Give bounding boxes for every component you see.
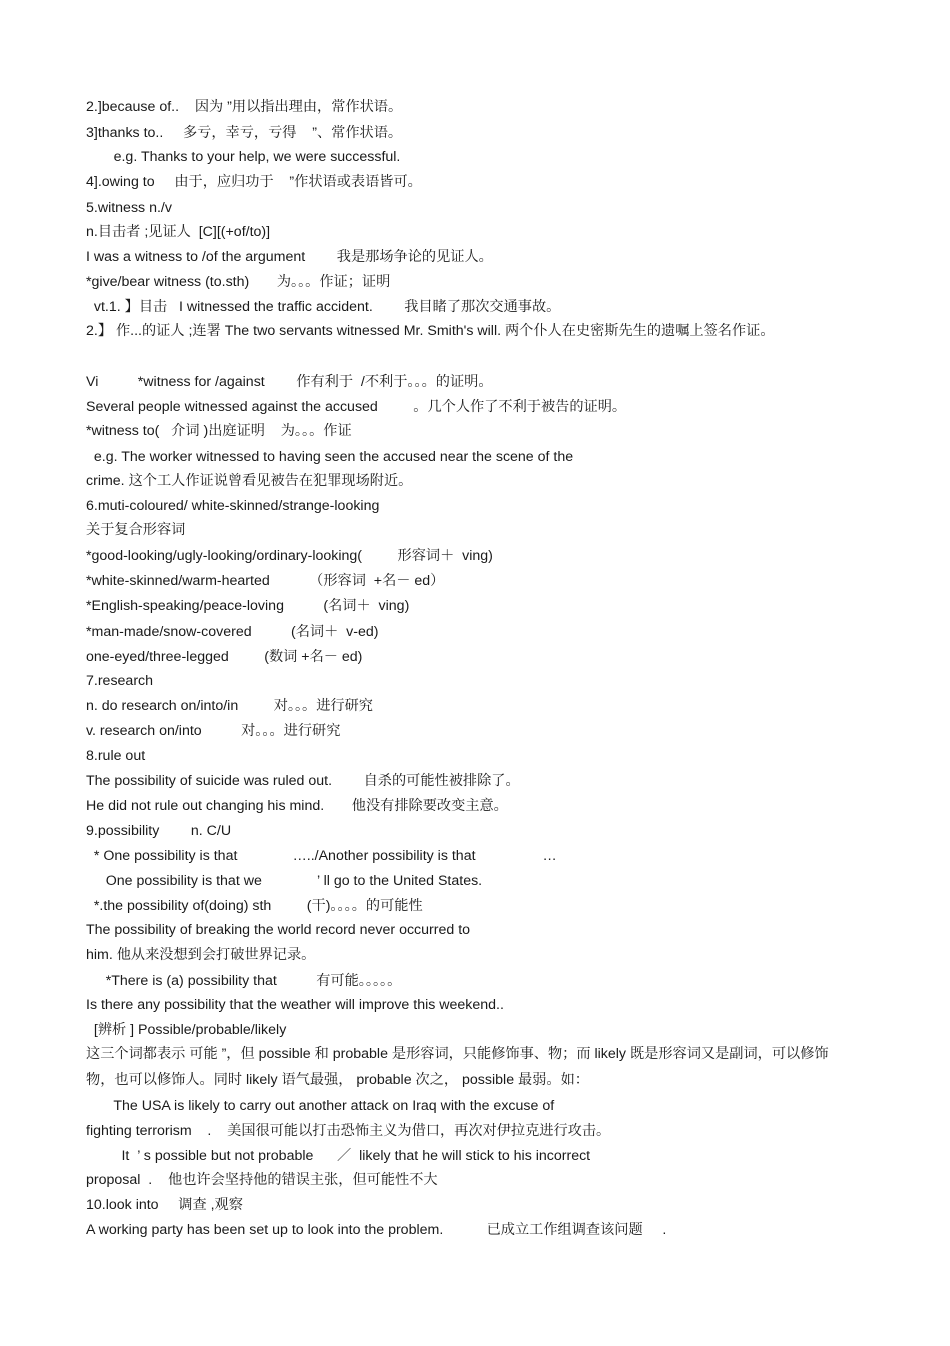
- text-line: fighting terrorism . 美国很可能以打击恐怖主义为借口，再次对伊拉克进行攻击。: [86, 1123, 611, 1139]
- text-line: 6.muti-coloured/ white-skinned/strange-looking: [86, 498, 380, 514]
- text-line: 2.]because of.. 因为 ”用以指出理由，常作状语。: [86, 99, 403, 115]
- text-line: The possibility of breaking the world record never occurred to: [86, 922, 471, 938]
- text-line: The possibility of suicide was ruled out. 自杀的可能性被排除了。: [86, 773, 520, 789]
- text-line: n. do research on/into/in 对。。。进行研究: [86, 698, 373, 714]
- text-line: vt.1. 】目击 I witnessed the traffic accident. 我目睹了那次交通事故。: [86, 299, 561, 315]
- text-line: 这三个词都表示 可能 ”，但 possible 和 probable 是形容词，只能修饰事、物；而 likely 既是形容词又是副词，可以修饰物，也可以修饰人。同时 likely 语气最强， probable 次之， possible 最弱。如：: [86, 1046, 829, 1088]
- text-line: *white-skinned/warm-hearted （形容词 +名－ ed）: [86, 573, 445, 589]
- text-line: 5.witness n./v: [86, 200, 172, 216]
- text-line: *English-speaking/peace-loving (名词＋ ving): [86, 598, 410, 614]
- text-line: him. 他从来没想到会打破世界记录。: [86, 947, 316, 963]
- text-line: 4].owing to 由于，应归功于 ”作状语或表语皆可。: [86, 174, 422, 190]
- text-line: one-eyed/three-legged (数词 +名－ ed): [86, 649, 363, 665]
- text-line: The USA is likely to carry out another attack on Iraq with the excuse of: [86, 1098, 555, 1114]
- text-line: I was a witness to /of the argument 我是那场争论的见证人。: [86, 249, 493, 265]
- text-line: 2.】 作...的证人 ;连署 The two servants witnessed Mr. Smith's will. 两个仆人在史密斯先生的遗嘱上签名作证。: [86, 323, 775, 339]
- text-line: A working party has been set up to look into the problem. 已成立工作组调查该问题 .: [86, 1222, 667, 1238]
- text-line: 关于复合形容词: [86, 522, 186, 538]
- text-line: *.the possibility of(doing) sth (干)。。。。的可能性: [86, 898, 423, 914]
- text-line: proposal . 他也许会坚持他的错误主张，但可能性不大: [86, 1172, 438, 1188]
- text-line: Several people witnessed against the accused 。几个人作了不利于被告的证明。: [86, 399, 627, 415]
- text-line: *witness to( 介词 )出庭证明 为。。。作证: [86, 423, 352, 439]
- text-line: 9.possibility n. C/U: [86, 823, 232, 839]
- text-line: It ’ s possible but not probable ／ likely that he will stick to his incorrect: [86, 1148, 591, 1164]
- text-line: e.g. Thanks to your help, we were successful.: [86, 149, 401, 165]
- text-line: [辨析 ] Possible/probable/likely: [86, 1022, 287, 1038]
- text-line: *give/bear witness (to.sth) 为。。。作证；证明: [86, 274, 391, 290]
- text-line: n.目击者 ;见证人 [C][(+of/to)]: [86, 224, 271, 240]
- text-line: 10.look into 调查 ,观察: [86, 1197, 243, 1213]
- text-line: 7.research: [86, 673, 154, 689]
- text-line: *good-looking/ugly-looking/ordinary-looking( 形容词＋ ving): [86, 548, 493, 564]
- text-line: e.g. The worker witnessed to having seen the accused near the scene of the: [86, 449, 574, 465]
- text-line: 8.rule out: [86, 748, 146, 764]
- text-line: v. research on/into 对。。。进行研究: [86, 723, 341, 739]
- text-line: One possibility is that we ’ ll go to the United States.: [86, 873, 483, 889]
- text-line: *man-made/snow-covered (名词＋ v-ed): [86, 624, 379, 640]
- text-line: *There is (a) possibility that 有可能。。。。。: [86, 973, 402, 989]
- text-line: 3]thanks to.. 多亏，幸亏，亏得 ”、常作状语。: [86, 125, 403, 141]
- text-line: Vi *witness for /against 作有利于 /不利于。。。的证明。: [86, 374, 493, 390]
- text-line: crime. 这个工人作证说曾看见被告在犯罪现场附近。: [86, 473, 413, 489]
- text-line: He did not rule out changing his mind. 他没有排除要改变主意。: [86, 798, 508, 814]
- text-line: Is there any possibility that the weather will improve this weekend..: [86, 997, 504, 1013]
- text-line: * One possibility is that …../Another possibility is that …: [86, 848, 557, 864]
